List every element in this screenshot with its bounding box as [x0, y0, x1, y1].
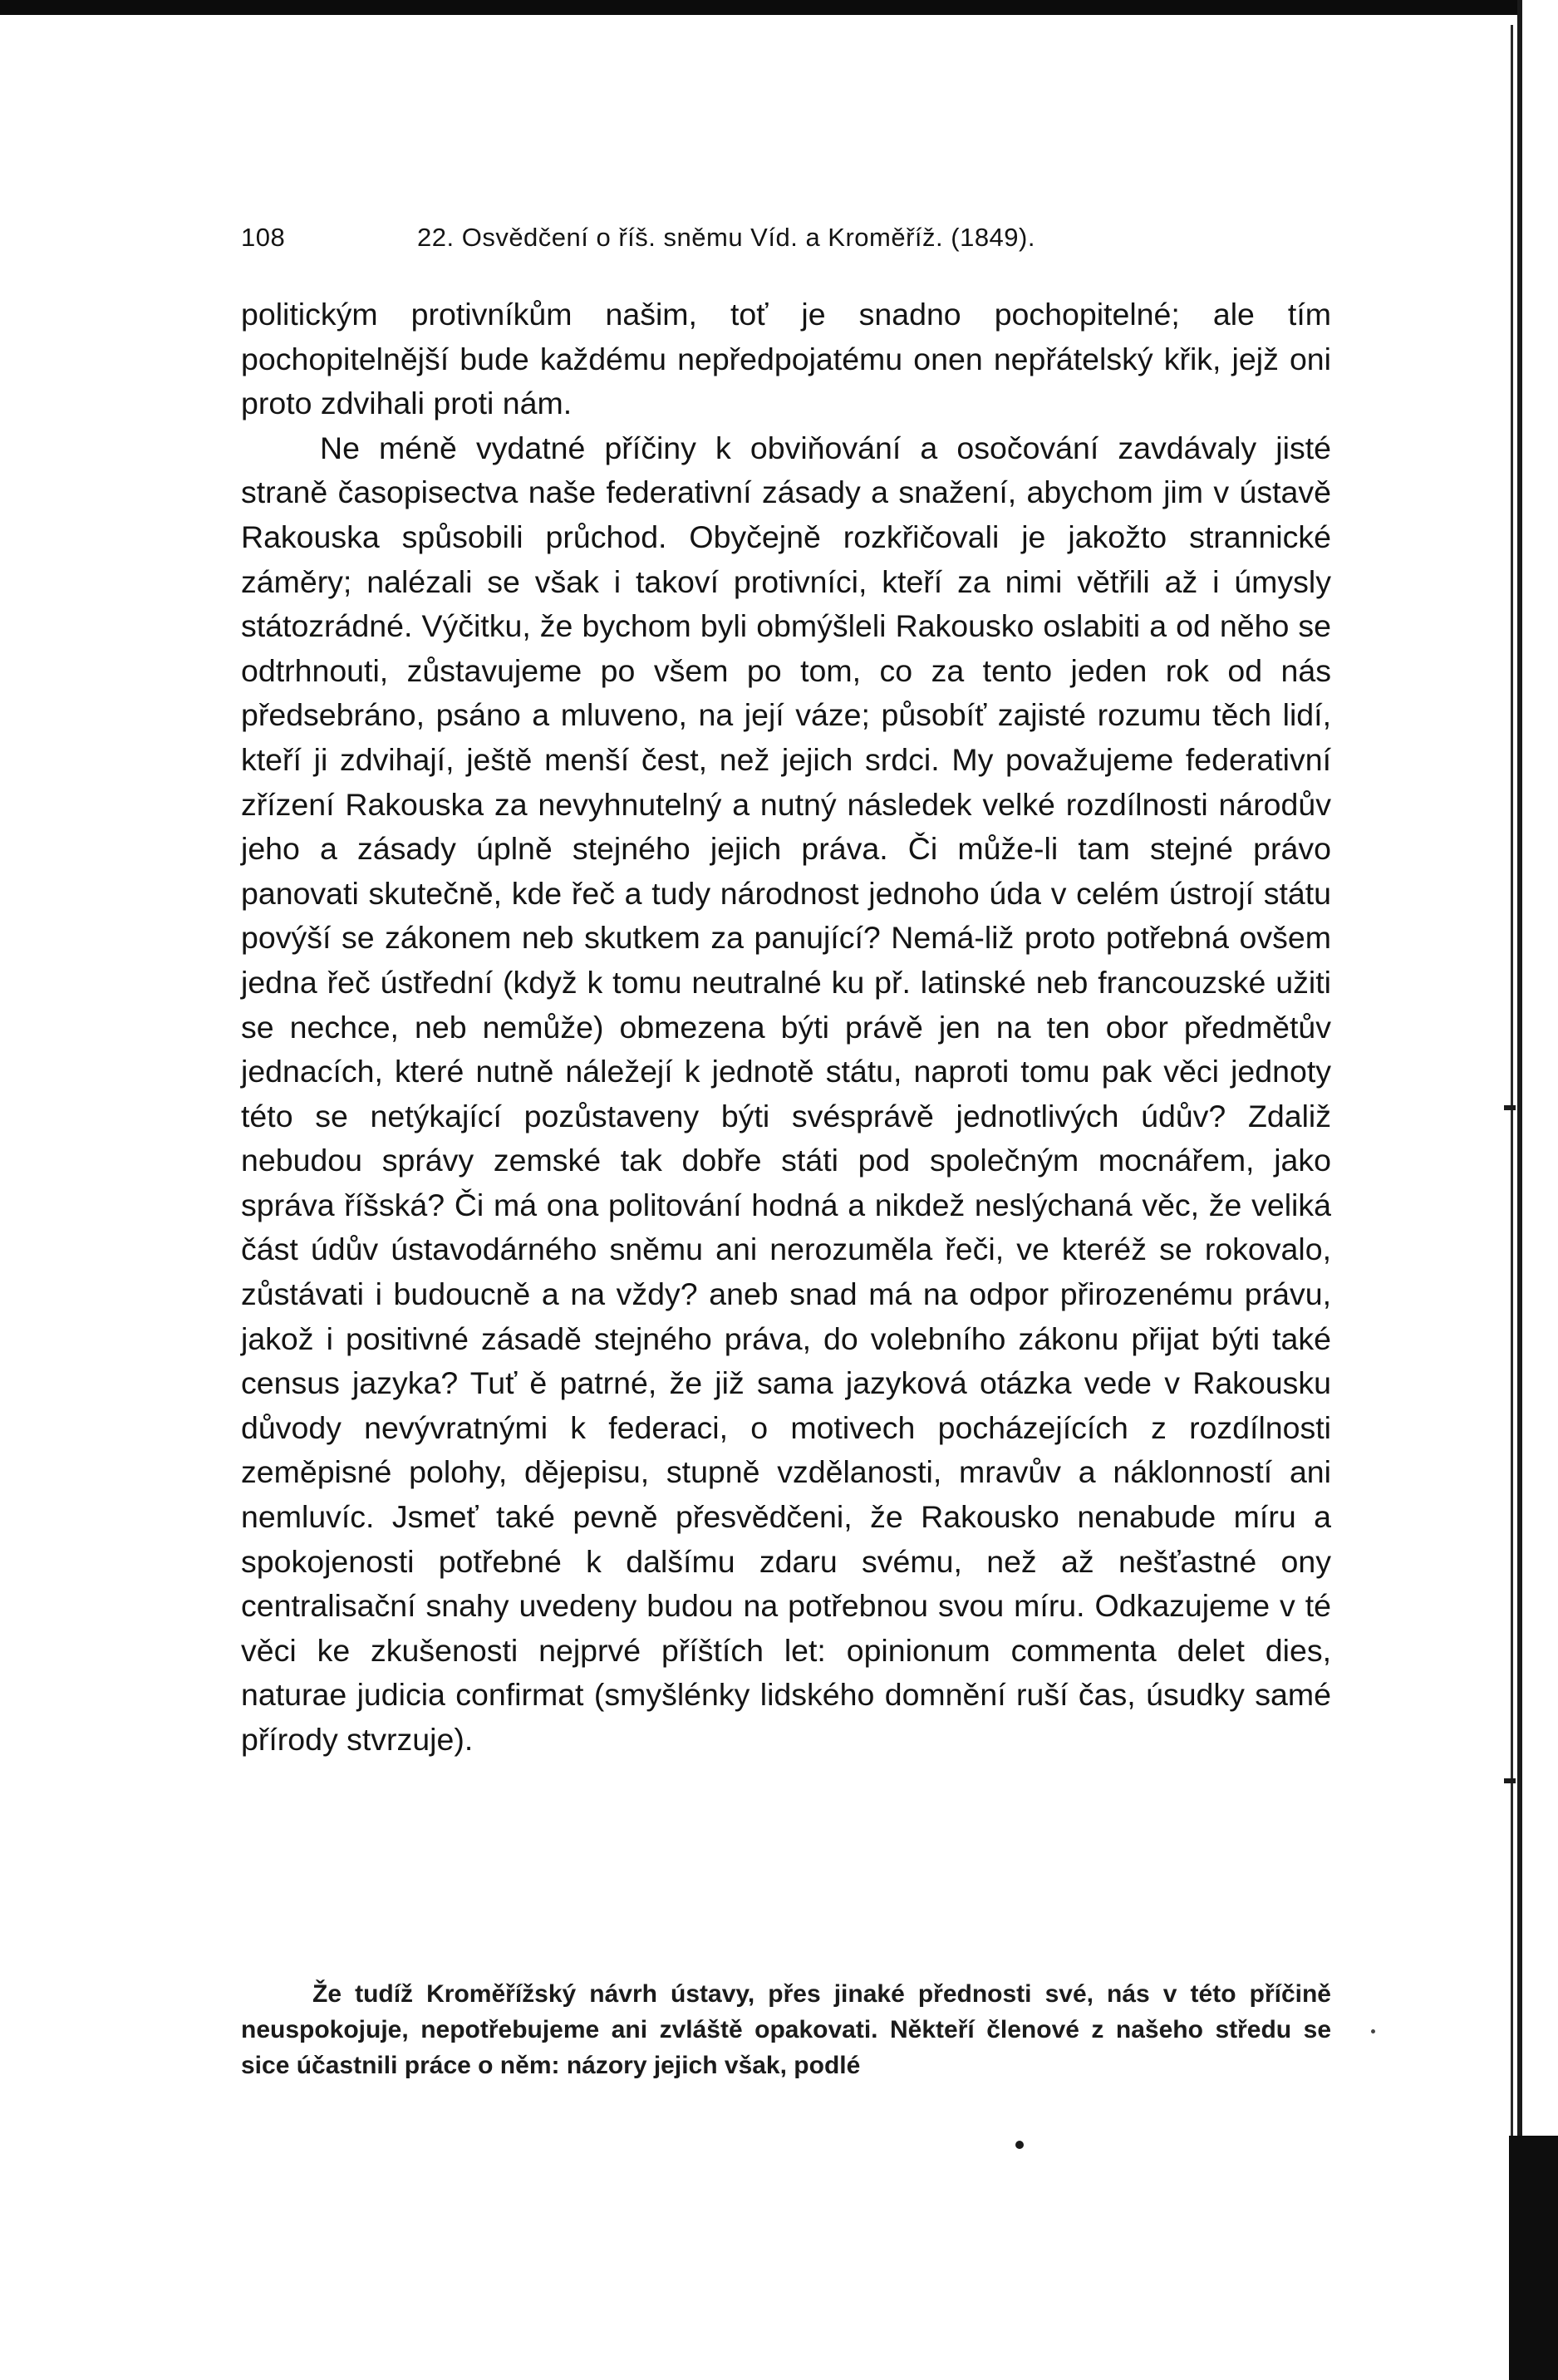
chapter-title: 22. Osvědčení o říš. sněmu Víd. a Kroměříž. (1849).	[417, 223, 1035, 252]
ink-dot	[1015, 2141, 1024, 2149]
paragraph: Ne méně vydatné příčiny k obviňování a osočování zavdávaly jisté straně časopisectva naše federativní zásady a snažení, abychom jim v ústavě Rakouska spůsobili průchod. Obyčejně rozkřičovali je jakožto strannické záměry; nalézali se však i takoví protivníci, kteří za nimi větřili až i úmysly státozrádné. Výčitku, že bychom byli obmýšleli Rakousko oslabiti a od něho se odtrhnouti, zůstavujeme po všem po tom, co za tento jeden rok od nás předsebráno, psáno a mluveno, na její váze; působíť zajisté rozumu těch lidí, kteří ji zdvihají, ještě menší čest, než jejich srdci. My považujeme federativní zřízení Rakouska za nevyhnutelný a nutný následek velké rozdílnosti národův jeho a zásady úplně stejného jejich práva. Či může-li tam stejné právo panovati skutečně, kde řeč a tudy národnost jednoho úda v celém ústrojí státu povýší se zákonem neb skutkem za panující? Nemá-liž proto potřebná ovšem jedna řeč ústřední (když k tomu neutralné ku př. latinské neb francouzské užiti se nechce, neb nemůže) obmezena býti právě jen na ten obor předmětův jednacích, které nutně náležejí k jednotě státu, naproti tomu pak věci jednoty této se netýkající pozůstaveny býti svésprávě jednotlivých údův? Zdaliž nebudou správy zemské tak dobře státi pod společným mocnářem, jako správa říšská? Či má ona politování hodná a nikdež neslýchaná věc, že veliká část údův ústavodárného sněmu ani nerozuměla řeči, ve kteréž se rokovalo, zůstávati i budoucně a na vždy? aneb snad má na odpor přirozenému právu, jakož i positivné zásadě stejného práva, do volebního zákonu přijat býti také census jazyka? Tuť ě patrné, že již sama jazyková otázka vede v Rakousku důvody nevývratnými k federaci, o motivech pocházejících z rozdílnosti zeměpisné polohy, dějepisu, stupně vzdělanosti, mravův a náklonností ani nemluvíc. Jsmeť také pevně přesvědčeni, že Rakousko nenabude míru a spokojenosti potřebné k dalšímu zdaru svému, než až nešťastné ony centralisační snahy uvedeny budou na potřebnou svou míru. Odkazujeme v té věci ke zkušenosti nejprvé příštích let: opinionum commenta delet dies, naturae judicia confirmat (smyšlénky lidského domnění ruší čas, úsudky samé přírody stvrzuje).	[241, 430, 1331, 1757]
main-text	[241, 293, 1331, 1763]
running-head	[241, 223, 1338, 259]
paragraph: politickým protivníkům našim, toť je snadno pochopitelné; ale tím pochopitelnější bude každému nepředpojatému onen nepřátelský křik, jejž oni proto zdvihali proti nám.	[241, 297, 1331, 421]
footnote	[241, 1976, 1331, 2083]
page-number: 108	[241, 223, 286, 252]
footnote-text: Že tudíž Kroměřížský návrh ústavy, přes jinaké přednosti své, nás v této příčině neuspokojuje, nepotřebujeme ani zvláště opakovati. Někteří členové z našeho středu se sice účastnili práce o něm: názory jejich však, podlé	[241, 1980, 1331, 2079]
ink-speck	[1371, 2029, 1375, 2033]
